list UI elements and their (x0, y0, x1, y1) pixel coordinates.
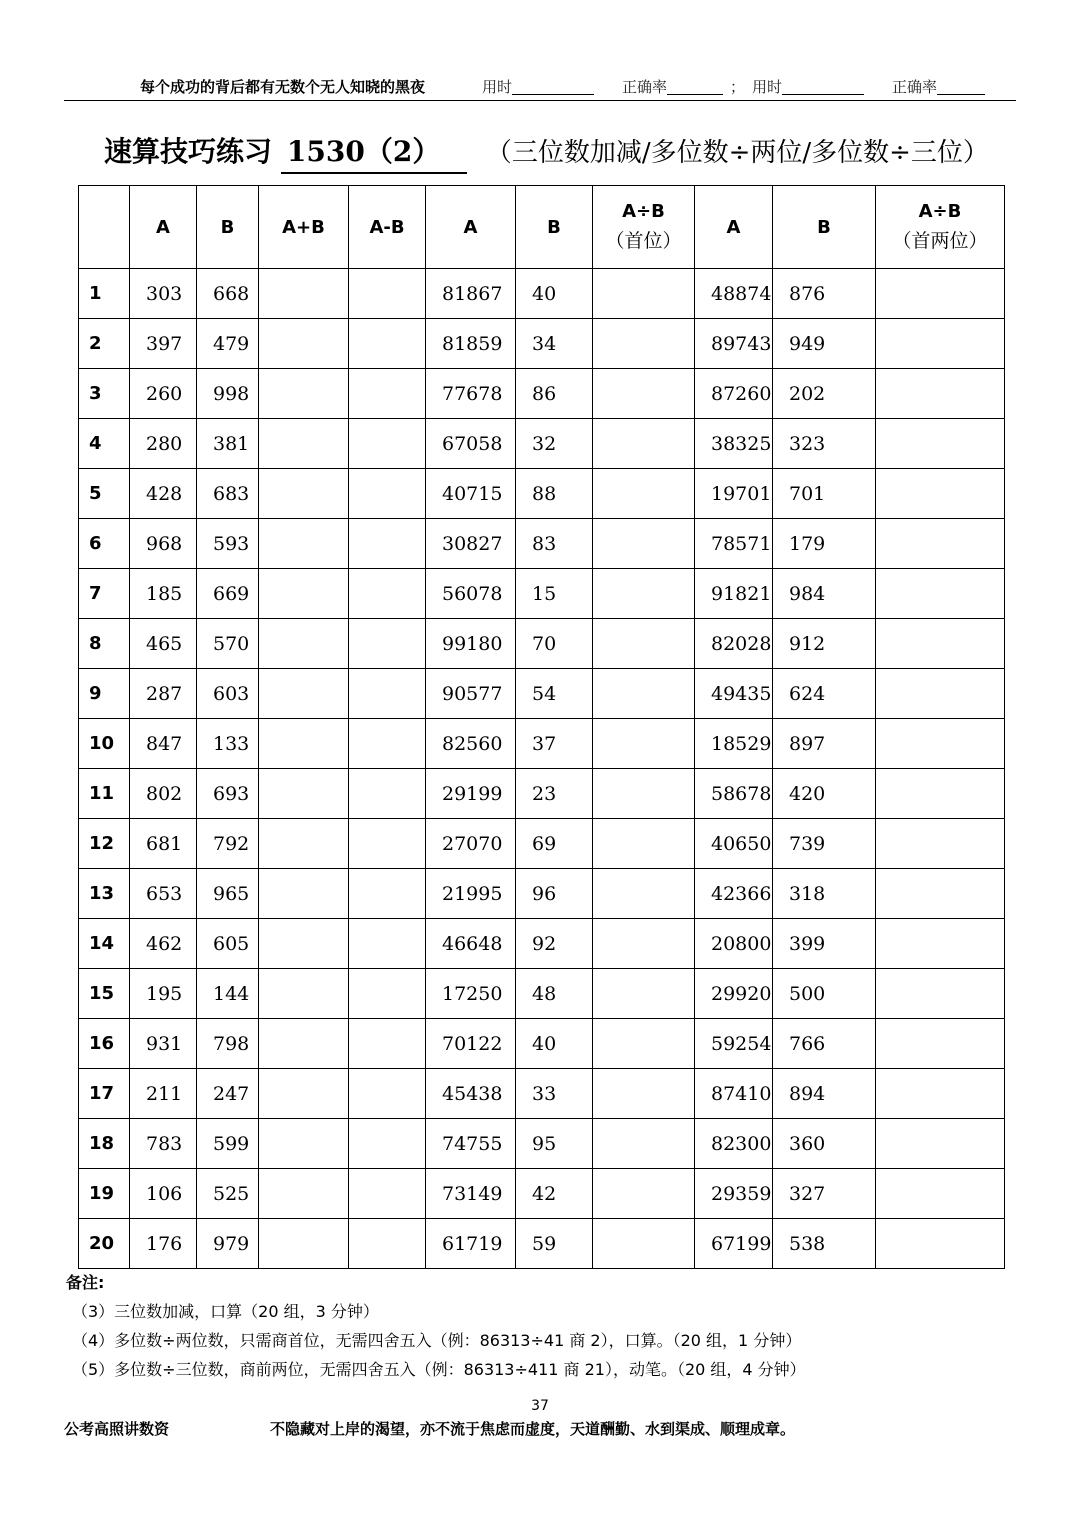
value-cell: 766 (773, 1019, 876, 1069)
value-cell: 462 (130, 919, 197, 969)
value-cell: 998 (197, 369, 259, 419)
value-cell: 465 (130, 619, 197, 669)
answer-cell[interactable] (876, 1069, 1005, 1119)
row-number: 13 (79, 869, 130, 919)
table-row (79, 419, 1005, 469)
answer-cell[interactable] (259, 319, 349, 369)
value-cell: 33 (516, 1069, 593, 1119)
accuracy-field-1[interactable] (622, 76, 667, 98)
answer-cell[interactable] (259, 1219, 349, 1269)
answer-cell[interactable] (349, 619, 426, 669)
answer-cell[interactable] (876, 319, 1005, 369)
value-cell: 701 (773, 469, 876, 519)
value-cell: 86 (516, 369, 593, 419)
value-cell: 45438 (426, 1069, 516, 1119)
answer-cell[interactable] (349, 369, 426, 419)
title-main: 速算技巧练习 (104, 135, 273, 168)
row-number: 18 (79, 1119, 130, 1169)
answer-cell[interactable] (876, 1219, 1005, 1269)
value-cell: 29359 (695, 1169, 773, 1219)
answer-cell[interactable] (349, 1219, 426, 1269)
table-body (79, 269, 1005, 1269)
answer-cell[interactable] (349, 919, 426, 969)
table-row (79, 969, 1005, 1019)
page-title (104, 130, 989, 175)
value-cell: 144 (197, 969, 259, 1019)
footer-author: 公考高照讲数资 (64, 1420, 170, 1438)
header-sublabel: （首位） (605, 230, 682, 252)
value-cell: 48 (516, 969, 593, 1019)
value-cell: 48874 (695, 269, 773, 319)
value-cell: 29920 (695, 969, 773, 1019)
value-cell: 428 (130, 469, 197, 519)
value-cell: 397 (130, 319, 197, 369)
header-label: A-B (369, 216, 405, 238)
answer-cell[interactable] (876, 469, 1005, 519)
col-index-header (79, 186, 130, 269)
answer-cell[interactable] (259, 819, 349, 869)
value-cell: 34 (516, 319, 593, 369)
value-cell: 99180 (426, 619, 516, 669)
answer-cell[interactable] (876, 669, 1005, 719)
header-separator: ； (730, 78, 746, 96)
answer-cell[interactable] (593, 1119, 695, 1169)
answer-cell[interactable] (349, 969, 426, 1019)
value-cell: 979 (197, 1219, 259, 1269)
accuracy-label-2: 正确率 (892, 78, 938, 96)
row-number: 1 (79, 269, 130, 319)
value-cell: 70 (516, 619, 593, 669)
value-cell: 185 (130, 569, 197, 619)
answer-cell[interactable] (593, 269, 695, 319)
value-cell: 20800 (695, 919, 773, 969)
row-number: 20 (79, 1219, 130, 1269)
row-number: 3 (79, 369, 130, 419)
row-number: 15 (79, 969, 130, 1019)
answer-cell[interactable] (349, 519, 426, 569)
value-cell: 56078 (426, 569, 516, 619)
answer-cell[interactable] (593, 669, 695, 719)
answer-cell[interactable] (259, 969, 349, 1019)
col-b-header (197, 186, 259, 269)
value-cell: 605 (197, 919, 259, 969)
notes (64, 1268, 806, 1384)
value-cell: 40715 (426, 469, 516, 519)
col-quotient1-header (593, 186, 695, 269)
header-label: B (547, 216, 561, 238)
value-cell: 67199 (695, 1219, 773, 1269)
value-cell: 82560 (426, 719, 516, 769)
answer-cell[interactable] (259, 619, 349, 669)
value-cell: 327 (773, 1169, 876, 1219)
row-number: 14 (79, 919, 130, 969)
value-cell: 59 (516, 1219, 593, 1269)
value-cell: 681 (130, 819, 197, 869)
answer-cell[interactable] (259, 869, 349, 919)
header-motto: 每个成功的背后都有无数个无人知晓的黑夜 (140, 78, 426, 96)
header-label: A÷B (622, 201, 665, 222)
value-cell: 42366 (695, 869, 773, 919)
answer-cell[interactable] (593, 1069, 695, 1119)
value-cell: 96 (516, 869, 593, 919)
value-cell: 91821 (695, 569, 773, 619)
time-label-1: 用时 (482, 78, 513, 96)
table-row (79, 569, 1005, 619)
table-row (79, 1069, 1005, 1119)
table-row (79, 369, 1005, 419)
accuracy-field-2[interactable] (892, 76, 937, 98)
value-cell: 40 (516, 1019, 593, 1069)
time-field-1[interactable] (482, 76, 512, 98)
value-cell: 89743 (695, 319, 773, 369)
value-cell: 15 (516, 569, 593, 619)
answer-cell[interactable] (259, 1019, 349, 1069)
value-cell: 287 (130, 669, 197, 719)
header-label: A (156, 216, 170, 238)
col-b3-header (773, 186, 876, 269)
header-label: A (726, 216, 741, 238)
value-cell: 211 (130, 1069, 197, 1119)
value-cell: 82300 (695, 1119, 773, 1169)
value-cell: 73149 (426, 1169, 516, 1219)
note-line-5: （5）多位数÷三位数，商前两位，无需四舍五入（例：86313÷411 商 21），动笔。（20 组，4 分钟） (72, 1360, 806, 1379)
answer-cell[interactable] (876, 719, 1005, 769)
answer-cell[interactable] (349, 1019, 426, 1069)
value-cell: 92 (516, 919, 593, 969)
answer-cell[interactable] (259, 1119, 349, 1169)
row-number: 4 (79, 419, 130, 469)
accuracy-blank-2[interactable] (937, 76, 985, 95)
answer-cell[interactable] (876, 269, 1005, 319)
answer-cell[interactable] (349, 469, 426, 519)
answer-cell[interactable] (876, 369, 1005, 419)
value-cell: 624 (773, 669, 876, 719)
col-quotient2-header (876, 186, 1005, 269)
time-field-2[interactable] (752, 76, 782, 98)
answer-cell[interactable] (593, 769, 695, 819)
value-cell: 81867 (426, 269, 516, 319)
value-cell: 46648 (426, 919, 516, 969)
value-cell: 798 (197, 1019, 259, 1069)
answer-cell[interactable] (349, 269, 426, 319)
table-row (79, 669, 1005, 719)
value-cell: 58678 (695, 769, 773, 819)
answer-cell[interactable] (593, 619, 695, 669)
value-cell: 29199 (426, 769, 516, 819)
value-cell: 202 (773, 369, 876, 419)
value-cell: 669 (197, 569, 259, 619)
value-cell: 77678 (426, 369, 516, 419)
value-cell: 59254 (695, 1019, 773, 1069)
value-cell: 303 (130, 269, 197, 319)
practice-table (78, 185, 1005, 1269)
header-label: A+B (282, 216, 325, 238)
row-number: 11 (79, 769, 130, 819)
answer-cell[interactable] (593, 519, 695, 569)
col-a3-header (695, 186, 773, 269)
answer-cell[interactable] (876, 569, 1005, 619)
answer-cell[interactable] (349, 1119, 426, 1169)
page-header (64, 76, 1016, 101)
header-label: A (463, 216, 478, 238)
answer-cell[interactable] (593, 369, 695, 419)
answer-cell[interactable] (259, 1169, 349, 1219)
value-cell: 683 (197, 469, 259, 519)
row-number: 8 (79, 619, 130, 669)
notes-heading: 备注: (66, 1273, 105, 1292)
answer-cell[interactable] (349, 319, 426, 369)
value-cell: 179 (773, 519, 876, 569)
row-number: 12 (79, 819, 130, 869)
answer-cell[interactable] (349, 569, 426, 619)
value-cell: 931 (130, 1019, 197, 1069)
note-line-3: （3）三位数加减，口算（20 组，3 分钟） (72, 1302, 379, 1321)
value-cell: 984 (773, 569, 876, 619)
col-diff-header (349, 186, 426, 269)
table-row (79, 719, 1005, 769)
answer-cell[interactable] (259, 469, 349, 519)
value-cell: 876 (773, 269, 876, 319)
value-cell: 739 (773, 819, 876, 869)
value-cell: 897 (773, 719, 876, 769)
answer-cell[interactable] (876, 519, 1005, 569)
value-cell: 82028 (695, 619, 773, 669)
title-number: 1530（2） (281, 132, 467, 174)
value-cell: 40650 (695, 819, 773, 869)
value-cell: 260 (130, 369, 197, 419)
value-cell: 106 (130, 1169, 197, 1219)
value-cell: 19701 (695, 469, 773, 519)
answer-cell[interactable] (349, 1069, 426, 1119)
value-cell: 538 (773, 1219, 876, 1269)
answer-cell[interactable] (349, 419, 426, 469)
value-cell: 87260 (695, 369, 773, 419)
table-row (79, 869, 1005, 919)
value-cell: 32 (516, 419, 593, 469)
value-cell: 42 (516, 1169, 593, 1219)
value-cell: 599 (197, 1119, 259, 1169)
page-number: 37 (531, 1398, 549, 1414)
answer-cell[interactable] (593, 1169, 695, 1219)
row-number: 6 (79, 519, 130, 569)
value-cell: 360 (773, 1119, 876, 1169)
table-row (79, 1019, 1005, 1069)
answer-cell[interactable] (876, 1169, 1005, 1219)
value-cell: 49435 (695, 669, 773, 719)
answer-cell[interactable] (876, 769, 1005, 819)
answer-cell[interactable] (259, 769, 349, 819)
accuracy-blank-1[interactable] (667, 76, 723, 95)
value-cell: 693 (197, 769, 259, 819)
answer-cell[interactable] (593, 719, 695, 769)
value-cell: 653 (130, 869, 197, 919)
value-cell: 802 (130, 769, 197, 819)
value-cell: 176 (130, 1219, 197, 1269)
value-cell: 965 (197, 869, 259, 919)
value-cell: 95 (516, 1119, 593, 1169)
answer-cell[interactable] (259, 919, 349, 969)
answer-cell[interactable] (259, 669, 349, 719)
value-cell: 37 (516, 719, 593, 769)
value-cell: 783 (130, 1119, 197, 1169)
table-row (79, 769, 1005, 819)
value-cell: 21995 (426, 869, 516, 919)
col-a2-header (426, 186, 516, 269)
answer-cell[interactable] (349, 769, 426, 819)
value-cell: 40 (516, 269, 593, 319)
row-number: 9 (79, 669, 130, 719)
answer-cell[interactable] (593, 1219, 695, 1269)
table-row (79, 269, 1005, 319)
value-cell: 74755 (426, 1119, 516, 1169)
value-cell: 17250 (426, 969, 516, 1019)
answer-cell[interactable] (349, 819, 426, 869)
answer-cell[interactable] (593, 969, 695, 1019)
row-number: 7 (79, 569, 130, 619)
value-cell: 38325 (695, 419, 773, 469)
value-cell: 668 (197, 269, 259, 319)
value-cell: 570 (197, 619, 259, 669)
note-line-4: （4）多位数÷两位数，只需商首位，无需四舍五入（例：86313÷41 商 2），口算。（20 组，1 分钟） (72, 1331, 802, 1350)
answer-cell[interactable] (349, 669, 426, 719)
value-cell: 83 (516, 519, 593, 569)
answer-cell[interactable] (876, 1119, 1005, 1169)
answer-cell[interactable] (259, 1069, 349, 1119)
answer-cell[interactable] (876, 969, 1005, 1019)
col-sum-header (259, 186, 349, 269)
table-row (79, 1219, 1005, 1269)
table-row (79, 519, 1005, 569)
row-number: 19 (79, 1169, 130, 1219)
value-cell: 67058 (426, 419, 516, 469)
value-cell: 195 (130, 969, 197, 1019)
value-cell: 912 (773, 619, 876, 669)
value-cell: 792 (197, 819, 259, 869)
answer-cell[interactable] (349, 1169, 426, 1219)
value-cell: 381 (197, 419, 259, 469)
value-cell: 894 (773, 1069, 876, 1119)
answer-cell[interactable] (259, 269, 349, 319)
time-blank-1[interactable] (512, 76, 594, 95)
answer-cell[interactable] (876, 919, 1005, 969)
time-label-2: 用时 (752, 78, 783, 96)
value-cell: 968 (130, 519, 197, 569)
header-sublabel: （首两位） (892, 230, 988, 252)
value-cell: 479 (197, 319, 259, 369)
value-cell: 593 (197, 519, 259, 569)
footer-slogan: 不隐藏对上岸的渴望，亦不流于焦虑而虚度，天道酬勤、水到渠成、顺理成章。 (270, 1420, 796, 1438)
answer-cell[interactable] (259, 369, 349, 419)
answer-cell[interactable] (259, 419, 349, 469)
value-cell: 90577 (426, 669, 516, 719)
answer-cell[interactable] (593, 569, 695, 619)
answer-cell[interactable] (349, 869, 426, 919)
value-cell: 30827 (426, 519, 516, 569)
header-row (79, 186, 1005, 269)
table-row (79, 319, 1005, 369)
value-cell: 27070 (426, 819, 516, 869)
answer-cell[interactable] (593, 869, 695, 919)
answer-cell[interactable] (259, 569, 349, 619)
value-cell: 500 (773, 969, 876, 1019)
value-cell: 280 (130, 419, 197, 469)
table-row (79, 619, 1005, 669)
table-row (79, 919, 1005, 969)
answer-cell[interactable] (593, 319, 695, 369)
header-label: B (817, 216, 831, 238)
table-row (79, 819, 1005, 869)
answer-cell[interactable] (876, 619, 1005, 669)
title-subtitle: （三位数加减/多位数÷两位/多位数÷三位） (485, 138, 989, 168)
col-b2-header (516, 186, 593, 269)
table-row (79, 1119, 1005, 1169)
answer-cell[interactable] (259, 719, 349, 769)
value-cell: 70122 (426, 1019, 516, 1069)
value-cell: 420 (773, 769, 876, 819)
answer-cell[interactable] (593, 819, 695, 869)
row-number: 5 (79, 469, 130, 519)
value-cell: 69 (516, 819, 593, 869)
value-cell: 87410 (695, 1069, 773, 1119)
value-cell: 399 (773, 919, 876, 969)
answer-cell[interactable] (593, 919, 695, 969)
value-cell: 18529 (695, 719, 773, 769)
time-blank-2[interactable] (782, 76, 864, 95)
row-number: 17 (79, 1069, 130, 1119)
answer-cell[interactable] (876, 1019, 1005, 1069)
accuracy-label-1: 正确率 (622, 78, 668, 96)
value-cell: 603 (197, 669, 259, 719)
value-cell: 133 (197, 719, 259, 769)
row-number: 10 (79, 719, 130, 769)
table-head (79, 186, 1005, 269)
answer-cell[interactable] (593, 469, 695, 519)
col-a-header (130, 186, 197, 269)
answer-cell[interactable] (349, 719, 426, 769)
value-cell: 847 (130, 719, 197, 769)
value-cell: 81859 (426, 319, 516, 369)
value-cell: 78571 (695, 519, 773, 569)
answer-cell[interactable] (876, 419, 1005, 469)
table-row (79, 469, 1005, 519)
header-label: A÷B (918, 201, 962, 222)
answer-cell[interactable] (259, 519, 349, 569)
value-cell: 88 (516, 469, 593, 519)
table-row (79, 1169, 1005, 1219)
value-cell: 949 (773, 319, 876, 369)
value-cell: 247 (197, 1069, 259, 1119)
value-cell: 525 (197, 1169, 259, 1219)
answer-cell[interactable] (876, 819, 1005, 869)
value-cell: 61719 (426, 1219, 516, 1269)
value-cell: 23 (516, 769, 593, 819)
value-cell: 318 (773, 869, 876, 919)
row-number: 2 (79, 319, 130, 369)
value-cell: 54 (516, 669, 593, 719)
answer-cell[interactable] (876, 869, 1005, 919)
answer-cell[interactable] (593, 419, 695, 469)
answer-cell[interactable] (593, 1019, 695, 1069)
header-label: B (220, 216, 235, 238)
value-cell: 323 (773, 419, 876, 469)
row-number: 16 (79, 1019, 130, 1069)
